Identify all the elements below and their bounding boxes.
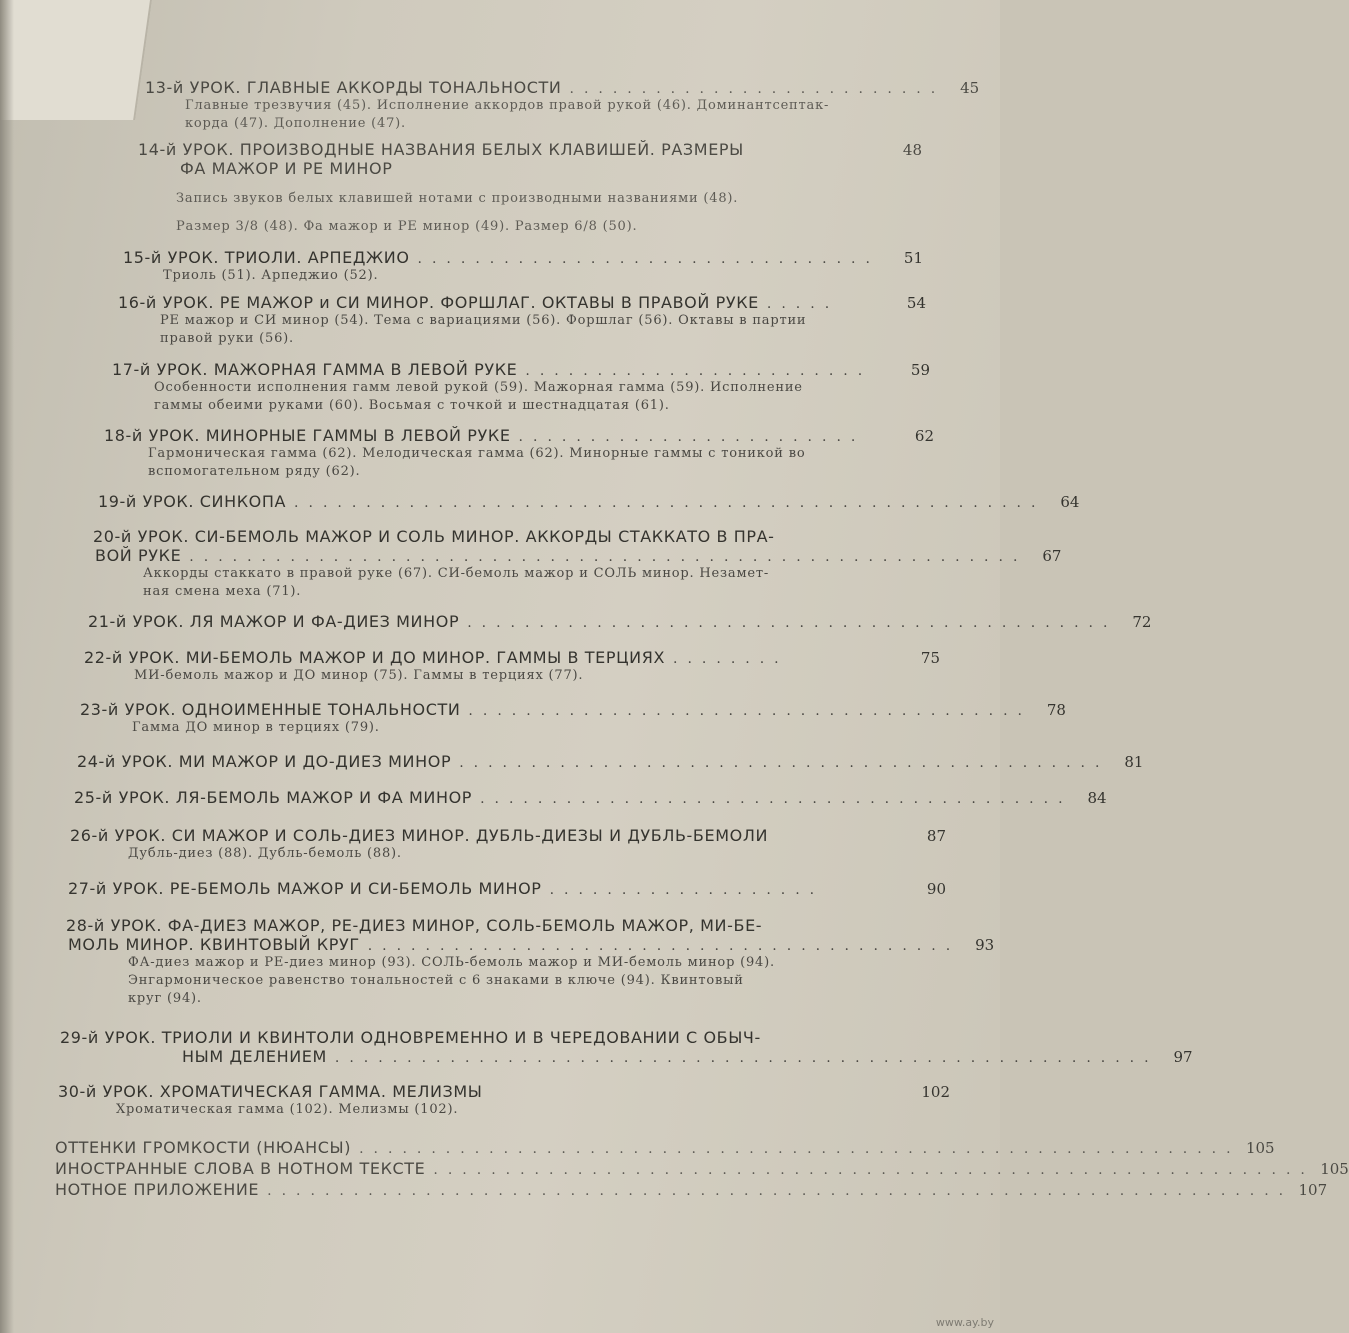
lesson-subtopics: Главные трезвучия (45). Исполнение аккордов правой рукой (46). Доминантсептак- xyxy=(185,98,830,113)
lesson-title: 28-й УРОК. ФА-ДИЕЗ МАЖОР, РЕ-ДИЕЗ МИНОР, СОЛЬ-БЕМОЛЬ МАЖОР, МИ-БЕ- xyxy=(66,916,763,935)
page-number: 90 xyxy=(926,880,946,898)
lesson-title-continued: ВОЙ РУКЕ xyxy=(95,546,182,565)
page-number: 107 xyxy=(1298,1181,1328,1199)
page-number: 93 xyxy=(975,936,995,954)
toc-entry xyxy=(80,700,1066,737)
leader-dots: ....................................................................... xyxy=(267,1183,1294,1199)
lesson-title: 14-й УРОК. ПРОИЗВОДНЫЕ НАЗВАНИЯ БЕЛЫХ КЛАВИШЕЙ. РАЗМЕРЫ xyxy=(138,140,744,159)
lesson-subtopics: Запись звуков белых клавишей нотами с производными названиями (48). xyxy=(176,191,739,206)
page-number: 81 xyxy=(1124,753,1144,771)
page-number: 48 xyxy=(902,141,922,159)
lesson-title: 26-й УРОК. СИ МАЖОР И СОЛЬ-ДИЕЗ МИНОР. ДУБЛЬ-ДИЕЗЫ И ДУБЛЬ-БЕМОЛИ xyxy=(70,826,769,845)
lesson-subtopics: Особенности исполнения гамм левой рукой (59). Мажорная гамма (59). Исполнение xyxy=(154,380,803,395)
toc-entry xyxy=(58,1082,950,1119)
lesson-title: 17-й УРОК. МАЖОРНАЯ ГАММА В ЛЕВОЙ РУКЕ xyxy=(112,360,518,379)
lesson-subtopics: Аккорды стаккато в правой руке (67). СИ-бемоль мажор и СОЛЬ минор. Незамет- xyxy=(143,566,770,581)
page-number: 87 xyxy=(926,827,946,845)
lesson-title: 13-й УРОК. ГЛАВНЫЕ АККОРДЫ ТОНАЛЬНОСТИ xyxy=(145,78,562,97)
page-number: 59 xyxy=(910,361,930,379)
leader-dots: ........................ xyxy=(525,363,873,379)
leader-dots: ......................................................... xyxy=(334,1050,1159,1066)
toc-entry xyxy=(66,916,995,1008)
toc-entry xyxy=(145,78,980,133)
page-number: 64 xyxy=(1060,493,1080,511)
leader-dots: .................................................... xyxy=(294,495,1046,511)
appendix-title: ОТТЕНКИ ГРОМКОСТИ (НЮАНСЫ) xyxy=(55,1138,352,1157)
toc-entry xyxy=(93,527,1062,601)
lesson-title: 25-й УРОК. ЛЯ-БЕМОЛЬ МАЖОР И ФА МИНОР xyxy=(74,788,473,807)
page-number: 51 xyxy=(903,249,923,267)
leader-dots: ............................................. xyxy=(467,615,1118,631)
leader-dots: ........................ xyxy=(518,429,866,445)
lesson-subtopics: вспомогательном ряду (62). xyxy=(148,464,361,479)
lesson-title-continued: МОЛЬ МИНОР. КВИНТОВЫЙ КРУГ xyxy=(68,935,360,954)
toc-entry xyxy=(68,879,946,898)
leader-dots: ........ xyxy=(673,651,789,667)
page-number: 72 xyxy=(1132,613,1152,631)
lesson-title: 20-й УРОК. СИ-БЕМОЛЬ МАЖОР И СОЛЬ МИНОР. АККОРДЫ СТАККАТО В ПРА- xyxy=(93,527,775,546)
lesson-title: 19-й УРОК. СИНКОПА xyxy=(98,492,287,511)
toc-entry xyxy=(55,1138,1275,1157)
toc-entry xyxy=(70,826,946,863)
leader-dots: ............................................................. xyxy=(359,1141,1241,1157)
appendix-title: ИНОСТРАННЫЕ СЛОВА В НОТНОМ ТЕКСТЕ xyxy=(55,1159,426,1178)
page-number: 67 xyxy=(1042,547,1062,565)
lesson-subtopics: гаммы обеими руками (60). Восьмая с точкой и шестнадцатая (61). xyxy=(154,398,670,413)
lesson-title: 27-й УРОК. РЕ-БЕМОЛЬ МАЖОР И СИ-БЕМОЛЬ МИНОР xyxy=(68,879,542,898)
toc-entry xyxy=(88,612,1152,631)
watermark: www.ay.by xyxy=(935,1316,994,1329)
toc-entry xyxy=(55,1159,1349,1178)
lesson-title: 21-й УРОК. ЛЯ МАЖОР И ФА-ДИЕЗ МИНОР xyxy=(88,612,460,631)
lesson-title: 16-й УРОК. РЕ МАЖОР и СИ МИНОР. ФОРШЛАГ. ОКТАВЫ В ПРАВОЙ РУКЕ xyxy=(118,293,759,312)
leader-dots: ................................ xyxy=(417,251,880,267)
toc-entry xyxy=(55,1180,1328,1199)
page-number: 45 xyxy=(960,79,980,97)
lesson-title-continued: ФА МАЖОР И РЕ МИНОР xyxy=(180,159,393,178)
lesson-subtopics: круг (94). xyxy=(128,991,202,1006)
lesson-subtopics: правой руки (56). xyxy=(160,331,294,346)
lesson-title: 30-й УРОК. ХРОМАТИЧЕСКАЯ ГАММА. МЕЛИЗМЫ xyxy=(58,1082,483,1101)
page-number: 54 xyxy=(906,294,926,312)
lesson-subtopics: Размер 3/8 (48). Фа мажор и РЕ минор (49). Размер 6/8 (50). xyxy=(176,219,638,234)
lesson-subtopics: Гармоническая гамма (62). Мелодическая гамма (62). Минорные гаммы с тоникой во xyxy=(148,446,806,461)
page-number: 105 xyxy=(1320,1160,1349,1178)
toc-entry xyxy=(84,648,940,685)
leader-dots: ................... xyxy=(549,882,825,898)
leader-dots: ..... xyxy=(766,296,840,312)
toc-entry xyxy=(112,360,930,415)
page-number: 62 xyxy=(914,427,934,445)
page-number: 84 xyxy=(1087,789,1107,807)
page-number: 78 xyxy=(1046,701,1066,719)
background-paper xyxy=(0,0,152,120)
page-number: 102 xyxy=(921,1083,950,1101)
toc-entry xyxy=(77,752,1144,771)
toc-entry xyxy=(118,293,926,348)
leader-dots: ............................................................. xyxy=(433,1162,1315,1178)
appendix-title: НОТНОЕ ПРИЛОЖЕНИЕ xyxy=(55,1180,260,1199)
toc-entry xyxy=(123,248,923,285)
lesson-subtopics: МИ-бемоль мажор и ДО минор (75). Гаммы в терциях (77). xyxy=(134,668,584,683)
toc-entry xyxy=(74,788,1107,807)
leader-dots: .......................................................... xyxy=(189,549,1028,565)
lesson-title: 15-й УРОК. ТРИОЛИ. АРПЕДЖИО xyxy=(123,248,410,267)
lesson-subtopics: корда (47). Дополнение (47). xyxy=(185,116,406,131)
leader-dots: ......................................... xyxy=(367,938,961,954)
lesson-subtopics: Гамма ДО минор в терциях (79). xyxy=(132,720,380,735)
lesson-title: 22-й УРОК. МИ-БЕМОЛЬ МАЖОР И ДО МИНОР. ГАММЫ В ТЕРЦИЯХ xyxy=(84,648,666,667)
page-number: 97 xyxy=(1173,1048,1193,1066)
page-number: 105 xyxy=(1245,1139,1275,1157)
lesson-subtopics: РЕ мажор и СИ минор (54). Тема с вариациями (56). Форшлаг (56). Октавы в партии xyxy=(160,313,807,328)
lesson-title-continued: НЫМ ДЕЛЕНИЕМ xyxy=(182,1047,327,1066)
toc-entry xyxy=(104,426,934,481)
leader-dots: .......................... xyxy=(569,81,946,97)
lesson-title: 24-й УРОК. МИ МАЖОР И ДО-ДИЕЗ МИНОР xyxy=(77,752,452,771)
lesson-title: 29-й УРОК. ТРИОЛИ И КВИНТОЛИ ОДНОВРЕМЕННО И В ЧЕРЕДОВАНИИ С ОБЫЧ- xyxy=(60,1028,761,1047)
lesson-subtopics: Энгармоническое равенство тональностей с 6 знаками в ключе (94). Квинтовый xyxy=(128,973,744,988)
leader-dots: ....................................... xyxy=(468,703,1032,719)
lesson-subtopics: ФА-диез мажор и РЕ-диез минор (93). СОЛЬ-бемоль мажор и МИ-бемоль минор (94). xyxy=(128,955,775,970)
lesson-subtopics: Дубль-диез (88). Дубль-бемоль (88). xyxy=(128,846,402,861)
page-number: 75 xyxy=(920,649,940,667)
leader-dots: ............................................. xyxy=(459,755,1110,771)
page-edge-shadow xyxy=(0,0,14,1333)
toc-entry xyxy=(98,492,1080,511)
lesson-subtopics: Хроматическая гамма (102). Мелизмы (102). xyxy=(116,1102,459,1117)
lesson-title: 23-й УРОК. ОДНОИМЕННЫЕ ТОНАЛЬНОСТИ xyxy=(80,700,461,719)
toc-entry xyxy=(60,1028,1193,1066)
toc-entry xyxy=(138,140,922,236)
lesson-title: 18-й УРОК. МИНОРНЫЕ ГАММЫ В ЛЕВОЙ РУКЕ xyxy=(104,426,511,445)
lesson-subtopics: Триоль (51). Арпеджио (52). xyxy=(163,268,379,283)
lesson-subtopics: ная смена меха (71). xyxy=(143,584,302,599)
leader-dots: ......................................... xyxy=(480,791,1073,807)
